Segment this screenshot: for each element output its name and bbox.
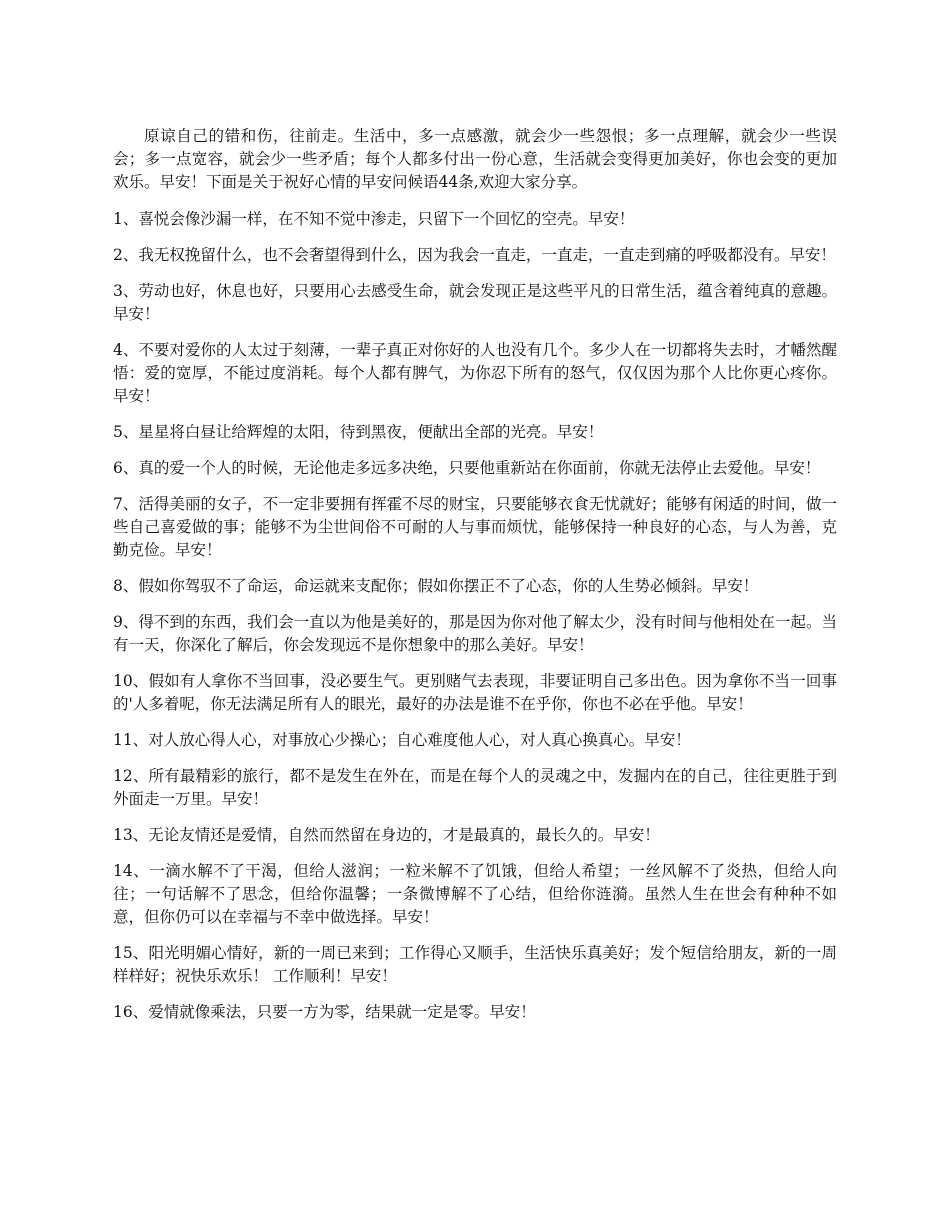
list-item: 13、无论友情还是爱情，自然而然留在身边的，才是最真的，最长久的。早安！ [113, 826, 660, 844]
list-item: 2、我无权挽留什么，也不会奢望得到什么，因为我会一直走，一直走，一直走到痛的呼吸都没有。早安！ [113, 246, 836, 264]
list-item: 5、星星将白昼让给辉煌的太阳，待到黑夜，便献出全部的光亮。早安！ [113, 423, 604, 441]
list-item: 4、不要对爱你的人太过于刻薄，一辈子真正对你好的人也没有几个。多少人在一切都将失去时，才幡然醒悟：爱的宽厚，不能过度消耗。每个人都有脾气，为你忍下所有的怒气，仅仅因为那个人比你更心疼你。早安！ [113, 341, 837, 405]
intro-paragraph: 原谅自己的错和伤，往前走。生活中，多一点感激，就会少一些怨恨；多一点理解，就会少一些误会；多一点宽容，就会少一些矛盾；每个人都多付出一份心意，生活就会变得更加美好，你也会变的更加欢乐。早安！下面是关于祝好心情的早安问候语44条,欢迎大家分享。 [113, 127, 837, 191]
list-item: 9、得不到的东西，我们会一直以为他是美好的，那是因为你对他了解太少，没有时间与他相处在一起。当有一天，你深化了解后，你会发现远不是你想象中的那么美好。早安！ [113, 613, 837, 654]
list-item: 14、一滴水解不了干渴，但给人滋润；一粒米解不了饥饿，但给人希望；一丝风解不了炎热，但给人向往；一句话解不了思念，但给你温馨；一条微博解不了心结，但给你涟漪。虽然人生在世会有种种不如意，但你仍可以在幸福与不幸中做选择。早安！ [113, 862, 837, 926]
list-item: 10、假如有人拿你不当回事，没必要生气。更别赌气去表现，非要证明自己多出色。因为拿你不当一回事的'人多着呢，你无法满足所有人的眼光，最好的办法是谁不在乎你，你也不必在乎他。早安！ [113, 672, 837, 713]
document-body [113, 125, 837, 1037]
list-item: 12、所有最精彩的旅行，都不是发生在外在，而是在每个人的灵魂之中，发掘内在的自己，往往更胜于到外面走一万里。早安！ [113, 767, 837, 808]
list-item: 11、对人放心得人心，对事放心少操心；自心难度他人心，对人真心换真心。早安！ [113, 731, 691, 749]
list-item: 15、阳光明媚心情好，新的一周已来到；工作得心又顺手，生活快乐真美好；发个短信给朋友，新的一周样样好；祝快乐欢乐！ 工作顺利！早安！ [113, 944, 837, 985]
list-item: 8、假如你驾驭不了命运，命运就来支配你；假如你摆正不了心态，你的人生势必倾斜。早安！ [113, 577, 759, 595]
list-item: 16、爱情就像乘法，只要一方为零，结果就一定是零。早安！ [113, 1003, 536, 1021]
list-item: 3、劳动也好，休息也好，只要用心去感受生命，就会发现正是这些平凡的日常生活，蕴含着纯真的意趣。早安！ [113, 282, 837, 323]
list-item: 7、活得美丽的女子，不一定非要拥有挥霍不尽的财宝，只要能够衣食无忧就好；能够有闲适的时间，做一些自己喜爱做的事；能够不为尘世间俗不可耐的人与事而烦忧，能够保持一种良好的心态，与人为善，克勤克俭。早安！ [113, 495, 837, 559]
list-item: 1、喜悦会像沙漏一样，在不知不觉中渗走，只留下一个回忆的空壳。早安！ [113, 210, 635, 228]
list-item: 6、真的爱一个人的时候，无论他走多远多决绝，只要他重新站在你面前，你就无法停止去爱他。早安！ [113, 459, 821, 477]
